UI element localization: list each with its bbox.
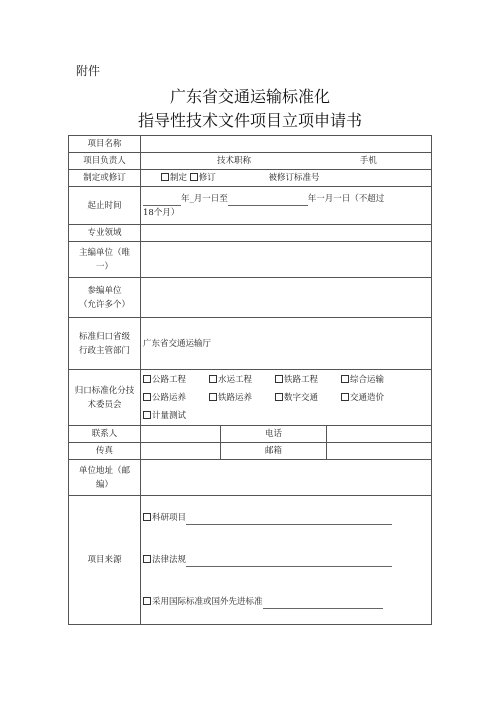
checkbox-icon xyxy=(275,375,283,383)
period-limit: 18个月） xyxy=(143,207,180,218)
committee-option[interactable]: 公路工程 xyxy=(143,373,209,387)
checkbox-icon xyxy=(143,555,151,563)
opt-make-label: 制定 xyxy=(170,173,188,183)
label-fax: 传真 xyxy=(69,443,141,460)
committee-option[interactable]: 公路运养 xyxy=(143,391,209,405)
field-project-lead[interactable] xyxy=(141,153,432,170)
form-title-line1: 广东省交通运输标准化 xyxy=(169,87,330,106)
label-phone: 电话 xyxy=(221,426,327,443)
checkbox-icon xyxy=(143,597,151,605)
period-start: 年_月一日至 xyxy=(181,193,228,204)
field-email[interactable] xyxy=(327,443,432,460)
field-address[interactable] xyxy=(141,460,432,496)
committee-option[interactable]: 数字交通 xyxy=(275,391,341,405)
committee-option[interactable]: 铁路工程 xyxy=(275,373,341,387)
committee-option[interactable]: 交通造价 xyxy=(341,391,407,405)
field-make-or-revise xyxy=(141,170,432,187)
committee-option[interactable]: 综合运输 xyxy=(341,373,407,387)
checkbox-icon xyxy=(143,393,151,401)
application-form xyxy=(68,135,432,625)
checkbox-icon xyxy=(143,513,151,521)
checkbox-icon xyxy=(209,375,217,383)
label-project-lead: 项目负责人 xyxy=(69,153,141,170)
label-address: 单位地址（邮 编） xyxy=(69,460,141,496)
label-period: 起止时间 xyxy=(69,187,141,225)
committee-option[interactable]: 铁路运养 xyxy=(209,391,275,405)
field-contact[interactable] xyxy=(141,426,221,443)
field-main-unit[interactable] xyxy=(141,242,432,278)
label-source: 项目来源 xyxy=(69,496,141,625)
source-option[interactable]: 采用国际标准或国外先进标准 xyxy=(143,595,429,609)
label-project-name: 项目名称 xyxy=(69,136,141,153)
period-end: 年一月一日（不超过 xyxy=(307,193,385,204)
checkbox-icon xyxy=(341,375,349,383)
label-field: 专业领域 xyxy=(69,225,141,242)
field-authority[interactable]: 广东省交通运输厅 xyxy=(141,318,432,370)
make-checkbox[interactable] xyxy=(161,173,169,181)
label-co-unit: 参编单位 （允许多个） xyxy=(69,278,141,318)
field-fax[interactable] xyxy=(141,443,221,460)
form-title-line2: 指导性技术文件项目立项申请书 xyxy=(137,111,362,130)
label-mobile: 手机 xyxy=(359,156,377,166)
field-committee xyxy=(141,370,432,426)
checkbox-icon xyxy=(143,375,151,383)
opt-revise-label: 修订 xyxy=(198,173,216,183)
field-source xyxy=(141,496,432,625)
source-option[interactable]: 法律法规 xyxy=(143,553,429,567)
field-project-name[interactable] xyxy=(141,136,432,153)
label-make-or-revise: 制定或修订 xyxy=(69,170,141,187)
committee-option[interactable]: 计量测试 xyxy=(143,409,209,423)
checkbox-icon xyxy=(209,393,217,401)
label-contact: 联系人 xyxy=(69,426,141,443)
checkbox-icon xyxy=(275,393,283,401)
field-field[interactable] xyxy=(141,225,432,242)
field-period[interactable] xyxy=(141,187,432,225)
label-email: 邮箱 xyxy=(221,443,327,460)
attachment-label: 附件 xyxy=(76,64,101,78)
field-co-unit[interactable] xyxy=(141,278,432,318)
revise-checkbox[interactable] xyxy=(190,173,198,181)
committee-option[interactable]: 水运工程 xyxy=(209,373,275,387)
checkbox-icon xyxy=(341,393,349,401)
label-tech-title: 技术职称 xyxy=(217,156,252,166)
label-committee: 归口标准化分技 术委员会 xyxy=(69,370,141,426)
label-revised-std-no: 被修订标准号 xyxy=(268,173,320,183)
label-authority: 标准归口省级 行政主管部门 xyxy=(69,318,141,370)
field-phone[interactable] xyxy=(327,426,432,443)
source-option[interactable]: 科研项目 xyxy=(143,511,429,525)
checkbox-icon xyxy=(143,411,151,419)
label-main-unit: 主编单位（唯 一） xyxy=(69,242,141,278)
